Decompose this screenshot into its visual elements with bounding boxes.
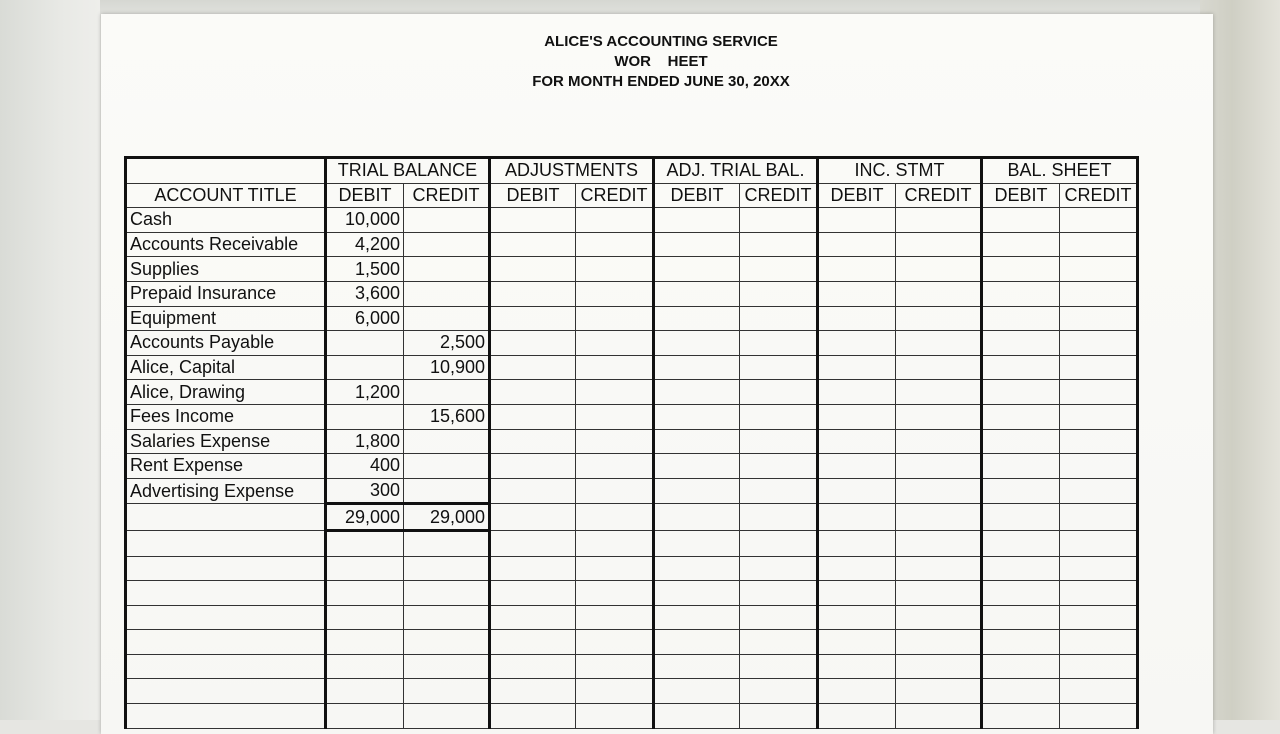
blank-row xyxy=(126,605,1138,630)
is-credit-cell xyxy=(896,404,982,429)
bs-credit-cell xyxy=(1060,306,1138,331)
tb-credit-cell xyxy=(404,380,490,405)
is-debit-cell xyxy=(818,704,896,729)
bs-credit-cell xyxy=(1060,257,1138,282)
atb-credit-cell xyxy=(740,581,818,606)
is-debit-cell xyxy=(818,232,896,257)
account-title-cell: Alice, Capital xyxy=(126,355,326,380)
is-debit-cell xyxy=(818,429,896,454)
subheader-row xyxy=(126,183,1138,208)
tb-credit-cell xyxy=(404,232,490,257)
tb-credit-total: 29,000 xyxy=(404,504,490,531)
is-debit-cell xyxy=(818,380,896,405)
account-title-cell: Cash xyxy=(126,208,326,233)
bs-credit-cell xyxy=(1060,679,1138,704)
account-title-cell xyxy=(126,605,326,630)
atb-credit-cell xyxy=(740,478,818,504)
adj-debit-cell xyxy=(490,605,576,630)
is-debit-cell xyxy=(818,556,896,581)
tb-debit-cell: 4,200 xyxy=(326,232,404,257)
bs-debit-cell xyxy=(982,530,1060,556)
adj-debit-cell xyxy=(490,704,576,729)
is-credit-cell xyxy=(896,679,982,704)
account-title-cell xyxy=(126,581,326,606)
atb-debit-cell xyxy=(654,232,740,257)
tb-debit-cell: 6,000 xyxy=(326,306,404,331)
atb-credit-cell xyxy=(740,429,818,454)
account-row xyxy=(126,208,1138,233)
group-trial-balance: TRIAL BALANCE xyxy=(326,158,490,184)
atb-debit-cell xyxy=(654,679,740,704)
is-debit-cell xyxy=(818,208,896,233)
tb-credit-cell xyxy=(404,556,490,581)
atb-credit-cell xyxy=(740,654,818,679)
adj-credit-cell xyxy=(576,257,654,282)
tb-debit-cell xyxy=(326,331,404,356)
bs-credit-cell xyxy=(1060,232,1138,257)
bs-debit-cell xyxy=(982,556,1060,581)
blank-row xyxy=(126,630,1138,655)
atb-credit-header: CREDIT xyxy=(740,183,818,208)
bs-credit-cell xyxy=(1060,478,1138,504)
tb-credit-cell xyxy=(404,605,490,630)
adj-debit-cell xyxy=(490,355,576,380)
bs-debit-cell xyxy=(982,504,1060,531)
bs-credit-cell xyxy=(1060,208,1138,233)
adj-credit-cell xyxy=(576,654,654,679)
blank-row xyxy=(126,654,1138,679)
tb-credit-cell xyxy=(404,306,490,331)
tb-credit-cell xyxy=(404,478,490,504)
account-row xyxy=(126,355,1138,380)
adj-debit-cell xyxy=(490,478,576,504)
adj-debit-cell xyxy=(490,306,576,331)
account-title-cell: Fees Income xyxy=(126,404,326,429)
is-credit-cell xyxy=(896,355,982,380)
period-line: FOR MONTH ENDED JUNE 30, 20XX xyxy=(532,73,790,90)
adj-credit-cell xyxy=(576,429,654,454)
worksheet-title: WOR HEET xyxy=(614,53,708,70)
adj-credit-cell xyxy=(576,581,654,606)
bs-debit-cell xyxy=(982,208,1060,233)
tb-credit-cell xyxy=(404,581,490,606)
atb-debit-cell xyxy=(654,581,740,606)
atb-debit-cell xyxy=(654,404,740,429)
account-title-cell: Supplies xyxy=(126,257,326,282)
atb-credit-cell xyxy=(740,630,818,655)
account-row xyxy=(126,257,1138,282)
is-credit-cell xyxy=(896,232,982,257)
atb-credit-cell xyxy=(740,306,818,331)
is-credit-cell xyxy=(896,281,982,306)
is-debit-cell xyxy=(818,331,896,356)
adj-debit-cell xyxy=(490,281,576,306)
account-title-cell xyxy=(126,679,326,704)
atb-credit-cell xyxy=(740,454,818,479)
bs-credit-cell xyxy=(1060,404,1138,429)
tb-debit-cell: 10,000 xyxy=(326,208,404,233)
tb-debit-cell xyxy=(326,355,404,380)
account-title-cell: Salaries Expense xyxy=(126,429,326,454)
atb-debit-cell xyxy=(654,380,740,405)
account-title-cell xyxy=(126,704,326,729)
adj-credit-cell xyxy=(576,306,654,331)
bs-credit-cell xyxy=(1060,380,1138,405)
blank-row xyxy=(126,530,1138,556)
bs-credit-cell xyxy=(1060,530,1138,556)
is-credit-cell xyxy=(896,478,982,504)
tb-debit-cell: 400 xyxy=(326,454,404,479)
adj-credit-cell xyxy=(576,504,654,531)
account-row xyxy=(126,429,1138,454)
account-title-cell: Accounts Receivable xyxy=(126,232,326,257)
tb-debit-cell xyxy=(326,630,404,655)
tb-debit-header: DEBIT xyxy=(326,183,404,208)
tb-debit-cell xyxy=(326,556,404,581)
tb-credit-header: CREDIT xyxy=(404,183,490,208)
adj-debit-cell xyxy=(490,232,576,257)
adj-credit-cell xyxy=(576,208,654,233)
tb-credit-cell: 2,500 xyxy=(404,331,490,356)
adj-credit-cell xyxy=(576,454,654,479)
bs-debit-cell xyxy=(982,232,1060,257)
bs-credit-cell xyxy=(1060,429,1138,454)
bs-credit-cell xyxy=(1060,605,1138,630)
is-debit-cell xyxy=(818,306,896,331)
tb-debit-cell xyxy=(326,605,404,630)
is-debit-cell xyxy=(818,654,896,679)
group-adj-trial-bal: ADJ. TRIAL BAL. xyxy=(654,158,818,184)
bs-credit-cell xyxy=(1060,355,1138,380)
adj-debit-cell xyxy=(490,556,576,581)
atb-debit-cell xyxy=(654,630,740,655)
account-title-cell xyxy=(126,630,326,655)
blank-row xyxy=(126,581,1138,606)
is-debit-cell xyxy=(818,630,896,655)
atb-debit-cell xyxy=(654,208,740,233)
adj-debit-cell xyxy=(490,581,576,606)
is-credit-cell xyxy=(896,704,982,729)
tb-credit-cell: 10,900 xyxy=(404,355,490,380)
account-row xyxy=(126,281,1138,306)
adj-credit-cell xyxy=(576,404,654,429)
bs-credit-cell xyxy=(1060,581,1138,606)
bs-credit-cell xyxy=(1060,331,1138,356)
group-inc-stmt: INC. STMT xyxy=(818,158,982,184)
tb-debit-cell xyxy=(326,530,404,556)
is-credit-cell xyxy=(896,208,982,233)
account-row xyxy=(126,306,1138,331)
group-header-row xyxy=(126,158,1138,184)
atb-credit-cell xyxy=(740,556,818,581)
tb-credit-cell xyxy=(404,679,490,704)
account-title-cell xyxy=(126,530,326,556)
group-bal-sheet: BAL. SHEET xyxy=(982,158,1138,184)
adj-debit-cell xyxy=(490,380,576,405)
tb-debit-cell: 3,600 xyxy=(326,281,404,306)
account-title-cell: Equipment xyxy=(126,306,326,331)
bs-debit-cell xyxy=(982,281,1060,306)
atb-debit-cell xyxy=(654,331,740,356)
bs-credit-cell xyxy=(1060,654,1138,679)
bs-credit-header: CREDIT xyxy=(1060,183,1138,208)
tb-debit-cell xyxy=(326,704,404,729)
tb-debit-cell xyxy=(326,404,404,429)
atb-credit-cell xyxy=(740,704,818,729)
adj-credit-cell xyxy=(576,630,654,655)
bs-debit-cell xyxy=(982,306,1060,331)
account-title-cell: Advertising Expense xyxy=(126,478,326,504)
tb-credit-cell xyxy=(404,654,490,679)
account-row xyxy=(126,380,1138,405)
totals-row xyxy=(126,504,1138,531)
atb-credit-cell xyxy=(740,679,818,704)
tb-debit-cell xyxy=(326,581,404,606)
adj-debit-cell xyxy=(490,429,576,454)
bs-debit-cell xyxy=(982,630,1060,655)
bs-credit-cell xyxy=(1060,556,1138,581)
worksheet-heading xyxy=(471,32,851,92)
atb-debit-cell xyxy=(654,504,740,531)
bs-debit-cell xyxy=(982,654,1060,679)
atb-credit-cell xyxy=(740,208,818,233)
adj-credit-cell xyxy=(576,704,654,729)
account-title-cell: Rent Expense xyxy=(126,454,326,479)
bs-credit-cell xyxy=(1060,630,1138,655)
tb-credit-cell xyxy=(404,630,490,655)
atb-credit-cell xyxy=(740,605,818,630)
bs-debit-cell xyxy=(982,605,1060,630)
tb-debit-cell xyxy=(326,679,404,704)
is-debit-cell xyxy=(818,605,896,630)
atb-debit-cell xyxy=(654,478,740,504)
adj-debit-cell xyxy=(490,679,576,704)
worksheet-paper xyxy=(101,14,1213,734)
adj-debit-cell xyxy=(490,504,576,531)
is-debit-cell xyxy=(818,404,896,429)
group-adjustments: ADJUSTMENTS xyxy=(490,158,654,184)
adj-debit-cell xyxy=(490,654,576,679)
atb-credit-cell xyxy=(740,355,818,380)
is-debit-cell xyxy=(818,581,896,606)
adj-debit-cell xyxy=(490,630,576,655)
adj-credit-cell xyxy=(576,232,654,257)
tb-debit-cell: 300 xyxy=(326,478,404,504)
is-debit-cell xyxy=(818,454,896,479)
account-row xyxy=(126,232,1138,257)
adj-debit-cell xyxy=(490,404,576,429)
is-credit-cell xyxy=(896,429,982,454)
bs-debit-cell xyxy=(982,331,1060,356)
bs-debit-cell xyxy=(982,404,1060,429)
adj-credit-cell xyxy=(576,331,654,356)
is-debit-cell xyxy=(818,679,896,704)
is-credit-cell xyxy=(896,630,982,655)
is-debit-cell xyxy=(818,355,896,380)
bs-debit-cell xyxy=(982,679,1060,704)
bs-credit-cell xyxy=(1060,704,1138,729)
blank-row xyxy=(126,556,1138,581)
tb-debit-cell: 1,800 xyxy=(326,429,404,454)
bs-credit-cell xyxy=(1060,454,1138,479)
is-credit-cell xyxy=(896,380,982,405)
account-title-cell xyxy=(126,504,326,531)
atb-debit-cell xyxy=(654,355,740,380)
atb-credit-cell xyxy=(740,404,818,429)
worksheet-table xyxy=(124,156,1139,729)
blank-row xyxy=(126,704,1138,729)
atb-debit-cell xyxy=(654,704,740,729)
is-debit-cell xyxy=(818,281,896,306)
tb-credit-cell xyxy=(404,257,490,282)
tb-credit-cell xyxy=(404,208,490,233)
bs-debit-cell xyxy=(982,355,1060,380)
adj-debit-cell xyxy=(490,331,576,356)
is-credit-cell xyxy=(896,581,982,606)
account-title-cell: Prepaid Insurance xyxy=(126,281,326,306)
tb-credit-cell xyxy=(404,429,490,454)
tb-credit-cell: 15,600 xyxy=(404,404,490,429)
account-title-cell: Alice, Drawing xyxy=(126,380,326,405)
company-name: ALICE'S ACCOUNTING SERVICE xyxy=(544,33,778,50)
tb-credit-cell xyxy=(404,281,490,306)
bs-debit-header: DEBIT xyxy=(982,183,1060,208)
adj-debit-cell xyxy=(490,530,576,556)
account-row xyxy=(126,404,1138,429)
tb-debit-cell: 1,500 xyxy=(326,257,404,282)
adj-credit-cell xyxy=(576,281,654,306)
tb-debit-total: 29,000 xyxy=(326,504,404,531)
bs-debit-cell xyxy=(982,257,1060,282)
is-credit-cell xyxy=(896,306,982,331)
bs-debit-cell xyxy=(982,429,1060,454)
atb-debit-cell xyxy=(654,257,740,282)
account-title-cell xyxy=(126,654,326,679)
atb-credit-cell xyxy=(740,331,818,356)
adj-credit-cell xyxy=(576,605,654,630)
is-credit-cell xyxy=(896,504,982,531)
account-row xyxy=(126,331,1138,356)
account-row xyxy=(126,478,1138,504)
atb-debit-cell xyxy=(654,605,740,630)
adj-debit-header: DEBIT xyxy=(490,183,576,208)
adj-credit-cell xyxy=(576,380,654,405)
tb-credit-cell xyxy=(404,454,490,479)
adj-credit-cell xyxy=(576,679,654,704)
adj-credit-header: CREDIT xyxy=(576,183,654,208)
tb-credit-cell xyxy=(404,704,490,729)
tb-debit-cell xyxy=(326,654,404,679)
is-debit-cell xyxy=(818,504,896,531)
atb-credit-cell xyxy=(740,257,818,282)
atb-debit-cell xyxy=(654,454,740,479)
bs-credit-cell xyxy=(1060,281,1138,306)
atb-credit-cell xyxy=(740,232,818,257)
atb-debit-cell xyxy=(654,281,740,306)
account-title-cell: Accounts Payable xyxy=(126,331,326,356)
is-credit-cell xyxy=(896,257,982,282)
account-title-header: ACCOUNT TITLE xyxy=(126,183,326,208)
is-credit-cell xyxy=(896,605,982,630)
atb-debit-cell xyxy=(654,654,740,679)
account-row xyxy=(126,454,1138,479)
adj-debit-cell xyxy=(490,257,576,282)
is-credit-cell xyxy=(896,654,982,679)
blank-row xyxy=(126,679,1138,704)
adj-credit-cell xyxy=(576,556,654,581)
atb-debit-cell xyxy=(654,556,740,581)
atb-credit-cell xyxy=(740,504,818,531)
is-credit-header: CREDIT xyxy=(896,183,982,208)
adj-debit-cell xyxy=(490,454,576,479)
tb-credit-cell xyxy=(404,530,490,556)
is-credit-cell xyxy=(896,556,982,581)
is-debit-cell xyxy=(818,257,896,282)
adj-credit-cell xyxy=(576,355,654,380)
atb-credit-cell xyxy=(740,281,818,306)
account-title-cell xyxy=(126,556,326,581)
is-debit-cell xyxy=(818,478,896,504)
atb-credit-cell xyxy=(740,530,818,556)
atb-debit-cell xyxy=(654,530,740,556)
is-debit-cell xyxy=(818,530,896,556)
bs-debit-cell xyxy=(982,581,1060,606)
atb-credit-cell xyxy=(740,380,818,405)
title-header-top xyxy=(126,158,326,184)
bs-credit-cell xyxy=(1060,504,1138,531)
is-credit-cell xyxy=(896,331,982,356)
is-credit-cell xyxy=(896,530,982,556)
adj-credit-cell xyxy=(576,530,654,556)
is-debit-header: DEBIT xyxy=(818,183,896,208)
adj-debit-cell xyxy=(490,208,576,233)
tb-debit-cell: 1,200 xyxy=(326,380,404,405)
atb-debit-cell xyxy=(654,306,740,331)
adj-credit-cell xyxy=(576,478,654,504)
atb-debit-cell xyxy=(654,429,740,454)
bs-debit-cell xyxy=(982,478,1060,504)
board-left-edge xyxy=(0,0,100,720)
bs-debit-cell xyxy=(982,380,1060,405)
atb-debit-header: DEBIT xyxy=(654,183,740,208)
is-credit-cell xyxy=(896,454,982,479)
bs-debit-cell xyxy=(982,704,1060,729)
bs-debit-cell xyxy=(982,454,1060,479)
